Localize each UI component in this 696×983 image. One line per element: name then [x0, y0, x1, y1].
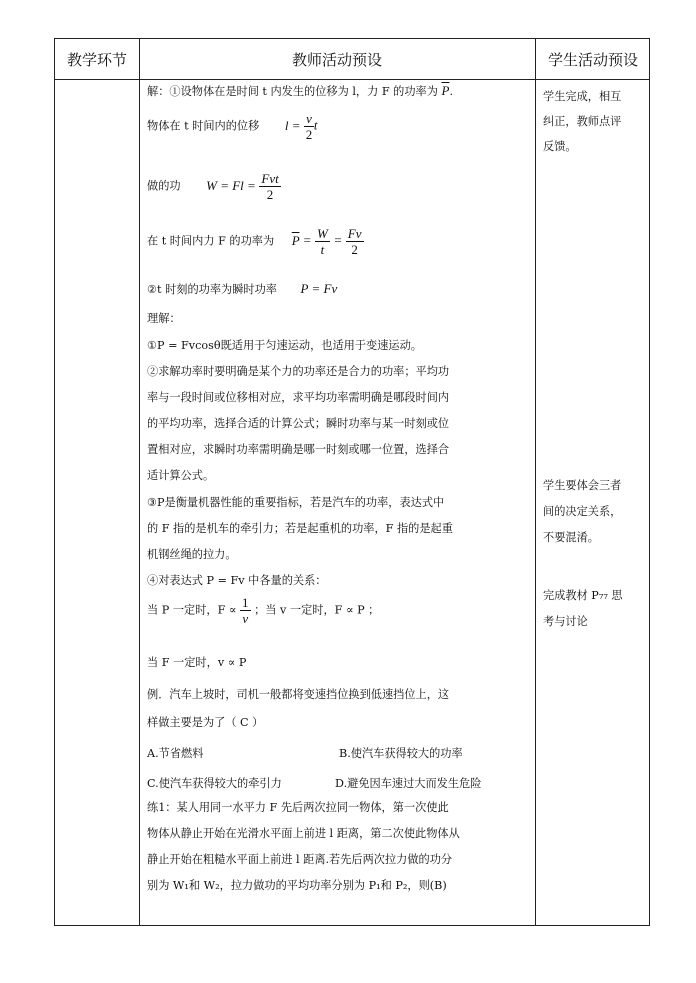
- column-divider: [535, 39, 536, 925]
- text-line: ①P = Fvcosθ既适用于匀速运动，也适用于变速运动。: [147, 339, 422, 352]
- student-activity-block-2: [543, 473, 645, 551]
- text-line: 置相对应，求瞬时功率需明确是哪一时刻或哪一位置，选择合: [147, 443, 450, 456]
- text-line: 别为 W₁和 W₂，拉力做功的平均功率分别为 P₁和 P₂，则(B): [147, 879, 447, 892]
- text-line: 学生要体会三者: [543, 479, 622, 492]
- text-line: 例．汽车上坡时，司机一般都将变速挡位换到低速挡位上，这: [147, 688, 450, 701]
- formula-instant-power: ②t 时刻的功率为瞬时功率 P = Fv: [147, 281, 338, 296]
- text-line: 解：①设物体在是时间 t 内发生的位移为 l，力 F 的功率为 $\overline{P}$.: [147, 83, 454, 98]
- option-c: C.使汽车获得较大的牵引力: [147, 777, 282, 790]
- text-line: 机钢丝绳的拉力。: [147, 548, 237, 561]
- text-line: 纠正，教师点评: [543, 115, 622, 128]
- text-line: 理解：: [147, 312, 181, 325]
- text-line: 的平均功率，选择合适的计算公式；瞬时功率与某一时刻或位: [147, 417, 450, 430]
- text-line: 静止开始在粗糙水平面上前进 l 距离.若先后两次拉力做的功分: [147, 853, 453, 866]
- formula-displacement: 物体在 t 时间内的位移 l = $\frac{v}{2}$ t: [147, 111, 318, 142]
- header-student-activity: 学生活动预设: [547, 50, 638, 69]
- text-line: 物体从静止开始在光滑水平面上前进 l 距离，第二次使此物体从: [147, 827, 460, 840]
- column-divider: [139, 39, 140, 925]
- header-teaching-stage: 教学环节: [66, 50, 127, 69]
- text-line: 学生完成，相互: [543, 90, 622, 103]
- text-line: 当 F 一定时，v ∝ P: [147, 656, 247, 669]
- text-line: 率与一段时间或位移相对应，求平均功率需明确是哪段时间内: [147, 391, 450, 404]
- text-line: 间的决定关系，: [543, 505, 622, 518]
- text-line: ④对表达式 P = Fv 中各量的关系：: [147, 574, 327, 587]
- proportion-line: 当 P 一定时，F ∝ $\frac{1}{v}$ ；当 v 一定时，F ∝ P ；: [147, 595, 380, 626]
- text-line: 考与讨论: [543, 615, 588, 628]
- text-line: 完成教材 P₇₇ 思: [543, 589, 623, 602]
- header-divider: [55, 79, 649, 80]
- text-line: 的 F 指的是机车的牵引力；若是起重机的功率，F 指的是起重: [147, 522, 453, 535]
- formula-average-power: 在 t 时间内力 F 的功率为 $\overline{P}$ = $\frac{W}{t}$ = $\frac{Fv}{2}$: [147, 226, 362, 257]
- option-row: [147, 775, 482, 791]
- text-line: 不要混淆。: [543, 531, 599, 544]
- text-line: 样做主要是为了（ C ）: [147, 716, 264, 729]
- text-line: 反馈。: [543, 140, 577, 153]
- option-row: [147, 745, 463, 761]
- option-a: A.节省燃料: [147, 747, 204, 760]
- option-d: D.避免因车速过大而发生危险: [335, 777, 482, 790]
- formula-work: 做的功 W = Fl = $\frac{\text{Fvt}}{2}$: [147, 171, 279, 202]
- text-line: ②求解功率时要明确是某个力的功率还是合力的功率；平均功: [147, 365, 450, 378]
- lesson-table: [54, 38, 650, 926]
- text-line: ③P是衡量机器性能的重要指标，若是汽车的功率，表达式中: [147, 496, 445, 509]
- student-activity-block-3: [543, 583, 645, 635]
- text-line: 适计算公式。: [147, 469, 215, 482]
- option-b: B.使汽车获得较大的功率: [339, 747, 463, 760]
- student-activity-block-1: [543, 84, 645, 159]
- header-teacher-activity: 教师活动预设: [291, 50, 382, 69]
- text-line: 练1：某人用同一水平力 F 先后两次拉同一物体，第一次使此: [147, 801, 449, 814]
